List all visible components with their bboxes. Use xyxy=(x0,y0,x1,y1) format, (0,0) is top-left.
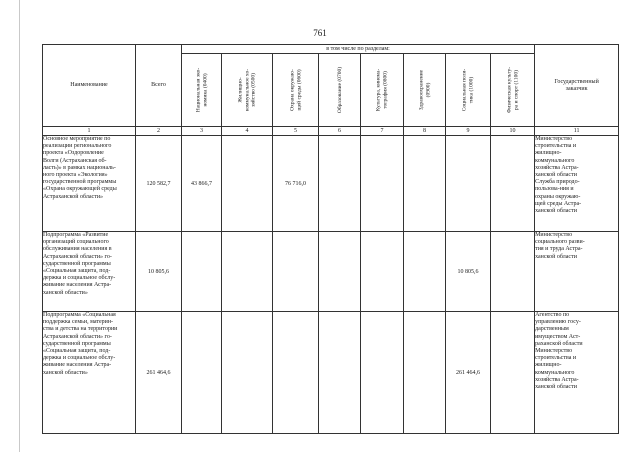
row-value-0600 xyxy=(273,232,319,312)
row-customer: Министерство социального разви- тия и труда Астра- ханской области xyxy=(535,232,619,312)
header-section-0400: Национальная эко- номика (0400) xyxy=(182,54,222,127)
column-number: 8 xyxy=(404,127,446,136)
column-number: 3 xyxy=(182,127,222,136)
table-row xyxy=(43,232,619,312)
column-number: 11 xyxy=(535,127,619,136)
row-value-0900 xyxy=(404,232,446,312)
row-name: Подпрограмма «Развитие организаций социального обслуживания населения в Астраханской области» го- сударственной программы «Социальная защита, под- держка и социальное обслу- живание населения Астра- ханской области» xyxy=(43,232,136,312)
column-number: 9 xyxy=(446,127,491,136)
row-value-0500 xyxy=(222,312,273,434)
column-number: 6 xyxy=(319,127,361,136)
header-section-1100: Физическая культу- ра и спорт (1100) xyxy=(491,54,535,127)
row-value-1100 xyxy=(491,312,535,434)
row-value-0800 xyxy=(361,312,404,434)
page-number: 761 xyxy=(313,28,327,38)
row-name: Подпрограмма «Социальная поддержка семьи, материн- ства и детства на территории Астраханской области» го- сударственной программы «Социальная защита, под- держка и социальное обслу- живание населения Астра- ханской области» xyxy=(43,312,136,434)
row-value-0700 xyxy=(319,232,361,312)
scan-edge-line xyxy=(19,0,20,452)
header-section-0900: Здравоохранение (0900) xyxy=(404,54,446,127)
table-row xyxy=(43,312,619,434)
column-number: 1 xyxy=(43,127,136,136)
column-number-row xyxy=(43,127,619,136)
column-number: 10 xyxy=(491,127,535,136)
row-customer: Министерство строительства и жилищно- коммунального хозяйства Астра- ханской области Служба природо- пользова-ния и охраны окружаю- щей среды Астра- ханской области xyxy=(535,136,619,232)
row-value-1100 xyxy=(491,136,535,232)
header-section-0600: Охрана окружаю- щей среды (0600) xyxy=(273,54,319,127)
row-value-0800 xyxy=(361,136,404,232)
row-value-0700 xyxy=(319,136,361,232)
row-value-0500 xyxy=(222,232,273,312)
row-value-0600 xyxy=(273,312,319,434)
row-name: Основное мероприятие по реализации регионального проекта «Оздоровление Волги (Астраханская об- ласть)» в рамках националь- ного проекта «Экология» государственной программы «Охрана окружающей среды Астраханской области» xyxy=(43,136,136,232)
header-customer: Государственный заказчик xyxy=(535,45,619,127)
column-number: 5 xyxy=(273,127,319,136)
column-number: 7 xyxy=(361,127,404,136)
row-value-0700 xyxy=(319,312,361,434)
row-total: 261 464,6 xyxy=(136,312,182,434)
header-section-0800: Культура, кинема- тография (0800) xyxy=(361,54,404,127)
row-customer: Агентство по управлению госу- дарственным имуществом Аст- раханской области Министерство строительства и жилищно- коммунального хозяйства Астра- ханской области xyxy=(535,312,619,434)
row-value-1100 xyxy=(491,232,535,312)
header-section-1000: Социальная поли- тика (1000) xyxy=(446,54,491,127)
row-value-0500 xyxy=(222,136,273,232)
row-value-1000 xyxy=(446,136,491,232)
row-value-0900 xyxy=(404,136,446,232)
table-row xyxy=(43,136,619,232)
row-value-0400 xyxy=(182,232,222,312)
header-name: Наименование xyxy=(43,45,136,127)
row-total: 120 582,7 xyxy=(136,136,182,232)
row-value-0600: 76 716,0 xyxy=(273,136,319,232)
row-value-0400: 43 866,7 xyxy=(182,136,222,232)
column-number: 4 xyxy=(222,127,273,136)
budget-table xyxy=(42,44,619,434)
column-number: 2 xyxy=(136,127,182,136)
header-section-0500: Жилищно- коммунальное хо- зяйство (0500) xyxy=(222,54,273,127)
row-value-0900 xyxy=(404,312,446,434)
header-total: Всего xyxy=(136,45,182,127)
row-value-1000: 10 805,6 xyxy=(446,232,491,312)
row-total: 10 805,6 xyxy=(136,232,182,312)
row-value-0800 xyxy=(361,232,404,312)
row-value-1000: 261 464,6 xyxy=(446,312,491,434)
header-section-group: в том числе по разделам: xyxy=(182,45,535,54)
row-value-0400 xyxy=(182,312,222,434)
header-section-0700: Образование (0700) xyxy=(319,54,361,127)
